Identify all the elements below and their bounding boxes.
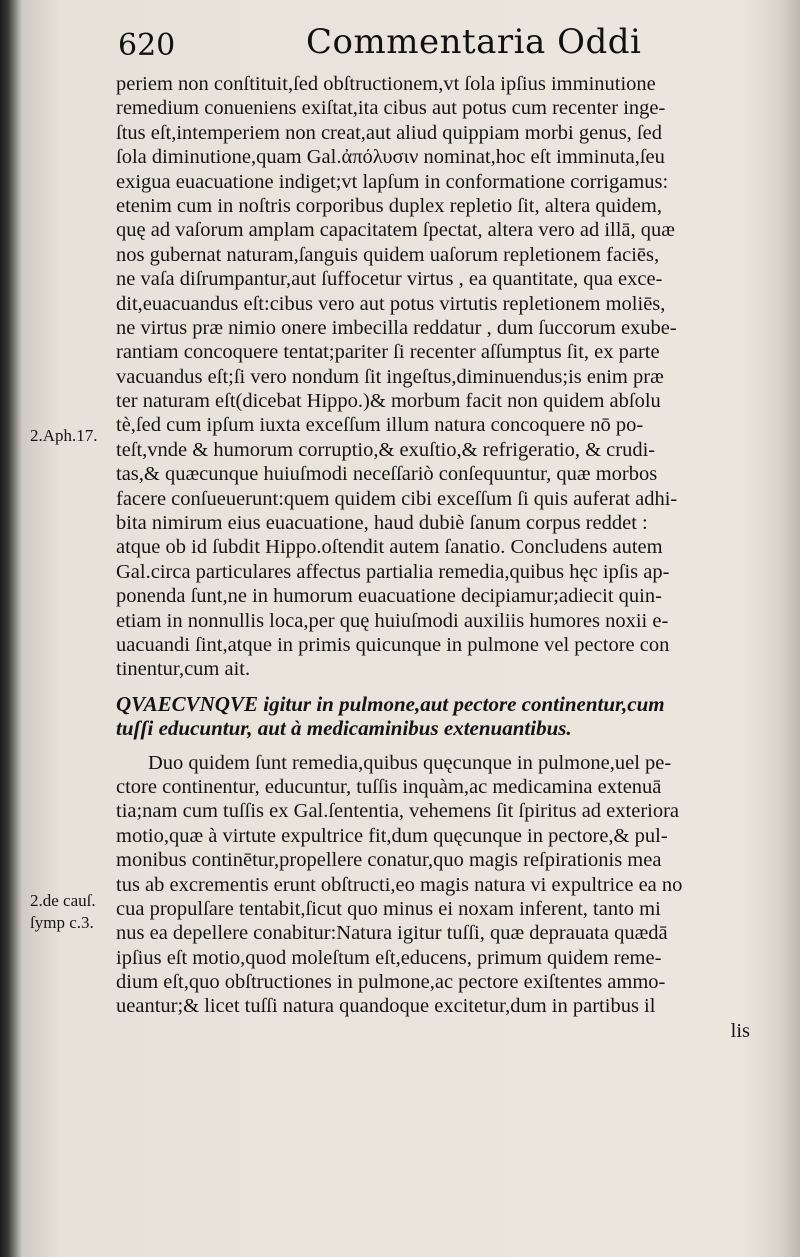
section-gap [116,682,766,692]
body-line: quę ad vaſorum amplam capacitatem ſpectat, altera vero ad illā, quæ [116,219,675,242]
commentary-line: Duo quidem ſunt remedia,quibus quęcunque in pulmone,uel pe- [148,751,672,774]
commentary-line: nus ea depellere conabitur:Natura igitur tuſſi, quæ deprauata quædā [116,922,668,945]
body-line: atque ob id ſubdit Hippo.oſtendit autem ſanatio. Concludens autem [116,536,663,559]
margin-note-symptomatum: ſymp c.3. [30,913,94,932]
body-line: exigua euacuatione indiget;vt lapſum in conformatione corrigamus: [116,170,669,193]
lemma-line: tuſſi educuntur, aut à medicaminibus extenuantibus. [116,716,572,741]
page-header [118,22,738,70]
commentary-line: motio,quæ à virtute expultrice fit,dum quęcunque in pectore,& pul- [116,824,668,847]
running-head: Commentaria Oddi [306,22,642,62]
margin-note-de-causis: 2.de cauſ. [30,891,96,910]
body-line: tinentur,cum ait. [116,658,251,681]
commentary-line: tus ab excrementis erunt obſtructi,eo magis natura vi expultrice ea no [116,873,683,896]
body-line: teſt,vnde & humorum corruptio,& exuſtio,& refrigeratio, & crudi- [116,438,656,461]
commentary-line: monibus continētur,propellere conatur,quo magis reſpirationis mea [116,849,662,872]
body-line: vacuandus eſt;ſi vero nondum ſit ingeſtus,diminuendus;is enim præ [116,365,664,388]
body-line: tas,& quæcunque huiuſmodi neceſſariò conſequuntur, quæ morbos [116,463,658,486]
body-line: ne virtus præ nimio onere imbecilla reddatur , dum ſuccorum exube- [116,316,677,339]
margin-note-aphorism: 2.Aph.17. [30,426,98,445]
commentary-line: dium eſt,quo obſtructiones in pulmone,ac pectore exiſtentes ammo- [116,971,666,994]
commentary-line: ipſius eſt motio,quod moleſtum eſt,educens, primum quidem reme- [116,946,662,969]
body-line: etiam in nonnullis loca,per quę huiuſmodi auxiliis humores noxii e- [116,609,669,632]
body-line: etenim cum in noſtris corporibus duplex repletio ſit, altera quidem, [116,194,662,217]
section-gap [116,741,766,751]
body-line: ne vaſa diſrumpantur,aut ſuffocetur virtus , ea quantitate, qua exce- [116,268,663,291]
body-line: tè,ſed cum ipſum iuxta exceſſum illum natura concoquere nō po- [116,414,644,437]
body-line: facere conſueuerunt:quem quidem cibi exceſſum ſi quis auferat adhi- [116,487,678,510]
page-number: 620 [118,28,176,63]
body-line: periem non conſtituit,ſed obſtructionem,vt ſola ipſius imminutione [116,73,656,95]
commentary-line: lis [730,1019,750,1042]
commentary-line: ueantur;& licet tuſſi natura quandoque excitetur,dum in partibus il [116,995,656,1018]
commentary-line: tia;nam cum tuſſis ex Gal.ſententia, vehemens ſit ſpiritus ad exteriora [116,800,680,823]
main-text-block [116,72,766,1043]
commentary-line: cua propulſare tentabit,ſicut quo minus ei noxam inferent, tanto mi [116,897,661,920]
body-line: ponenda ſunt,ne in humorum euacuatione decipiamur;adiecit quin- [116,585,662,608]
lemma-line: QVAECVNQVE igitur in pulmone,aut pectore continentur,cum [116,691,665,716]
body-line: remedium conueniens exiſtat,ita cibus aut potus cum recenter inge- [116,97,666,120]
body-line: uacuandi ſint,atque in primis quicunque in pulmone vel pectore con [116,633,670,656]
body-line: Gal.circa particulares affectus partialia remedia,quibus hęc ipſis ap- [116,560,670,583]
body-line: ter naturam eſt(dicebat Hippo.)& morbum facit non quidem abſolu [116,390,661,413]
body-line: ſola diminutione,quam Gal.ἀπόλυσιν nominat,hoc eſt imminuta,ſeu [116,146,665,169]
body-line: dit,euacuandus eſt:cibus vero aut potus virtutis repletionem moliēs, [116,292,666,315]
body-line: nos gubernat naturam,ſanguis quidem uaſorum repletionem faciēs, [116,243,660,266]
commentary-line: ctore continentur, educuntur, tuſſis inquàm,ac medicamina extenuā [116,775,662,798]
body-line: bita nimirum eius euacuatione, haud dubiè ſanum corpus reddet : [116,512,648,535]
body-line: ſtus eſt,intemperiem non creat,aut aliud quippiam morbi genus, ſed [116,121,662,144]
body-line: rantiam concoquere tentat;pariter ſi recenter aſſumptus ſit, ex parte [116,341,660,364]
